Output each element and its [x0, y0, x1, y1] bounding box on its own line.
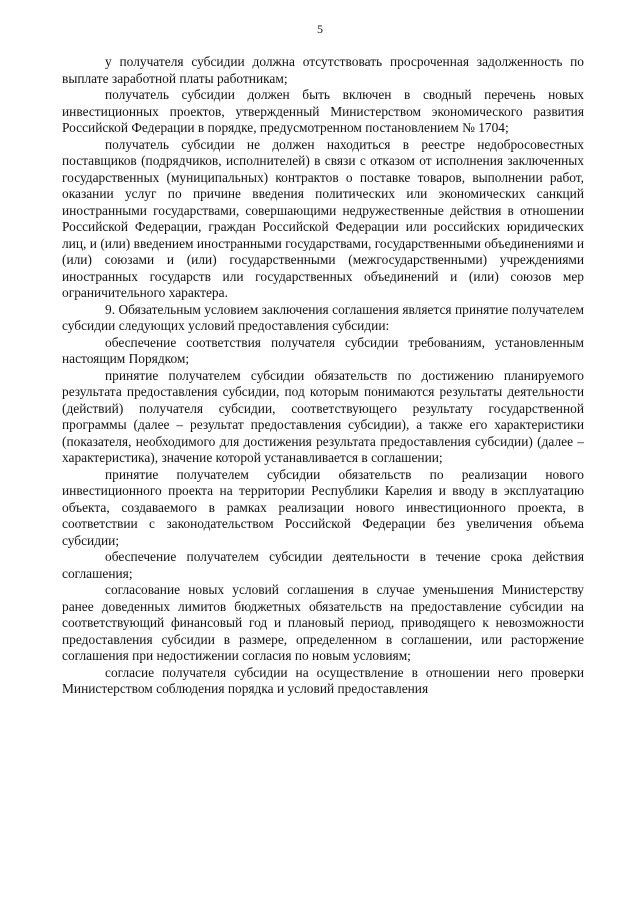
paragraph-item-9: 9. Обязательным условием заключения соглашения является принятие получателем субсидии следующих условий предоставления субсидии: — [62, 301, 584, 333]
paragraph-new-conditions: согласование новых условий соглашения в случае уменьшения Министерству ранее доведенных лимитов бюджетных обязательств на предоставление субсидии на соответствующий финансовый год и плановый период, приводящего к невозможности предоставления субсидии в размере, определенном в соглашении, или расторжение соглашения при недостижении согласия по новым условиям; — [62, 582, 584, 663]
paragraph-wage-arrears: у получателя субсидии должна отсутствовать просроченная задолженность по выплате заработной платы работникам; — [62, 54, 584, 86]
paragraph-activity-during-agreement: обеспечение получателем субсидии деятельности в течение срока действия соглашения; — [62, 549, 584, 581]
document-body — [62, 54, 584, 698]
paragraph-investment-projects-list: получатель субсидии должен быть включен в сводный перечень новых инвестиционных проектов, утвержденный Министерством экономического развития Российской Федерации в порядке, предусмотренном постановлением № 1704; — [62, 87, 584, 135]
paragraph-project-implementation: принятие получателем субсидии обязательств по реализации нового инвестиционного проекта на территории Республики Карелия и вводу в эксплуатацию объекта, создаваемого в рамках реализации нового инвестиционного проекта, в соответствии с законодательством Российской Федерации без увеличения объема субсидии; — [62, 466, 584, 548]
page-number: 5 — [317, 22, 323, 36]
paragraph-unfair-suppliers-registry: получатель субсидии не должен находиться в реестре недобросовестных поставщиков (подрядчиков, исполнителей) в связи с отказом от исполнения заключенных государственных (муниципальных) контрактов о поставке товаров, выполнении работ, оказании услуг по причине введения политических или экономических санкций иностранными государствами, совершающими недружественные действия в отношении Российской Федерации, граждан Российской Федерации или российских юридических лиц, и (или) введением иностранными государствами, государственными объединениями и (или) союзами и (или) государственными (межгосударственными) учреждениями иностранных государств или государственных объединений и (или) союзов мер ограничительного характера. — [62, 136, 584, 300]
paragraph-inspection-consent: согласие получателя субсидии на осуществление в отношении него проверки Министерством соблюдения порядка и условий предоставления — [62, 664, 584, 696]
paragraph-compliance: обеспечение соответствия получателя субсидии требованиям, установленным настоящим Порядком; — [62, 334, 584, 366]
paragraph-planned-result: принятие получателем субсидии обязательств по достижению планируемого результата предоставления субсидии, под которым понимаются результаты деятельности (действий) получателя субсидии, соответствующего результату государственной программы (далее – результат предоставления субсидии), а также его характеристики (показателя, необходимого для достижения результата предоставления субсидии) (далее – характеристика), значение которой устанавливается в соглашении; — [62, 367, 584, 465]
